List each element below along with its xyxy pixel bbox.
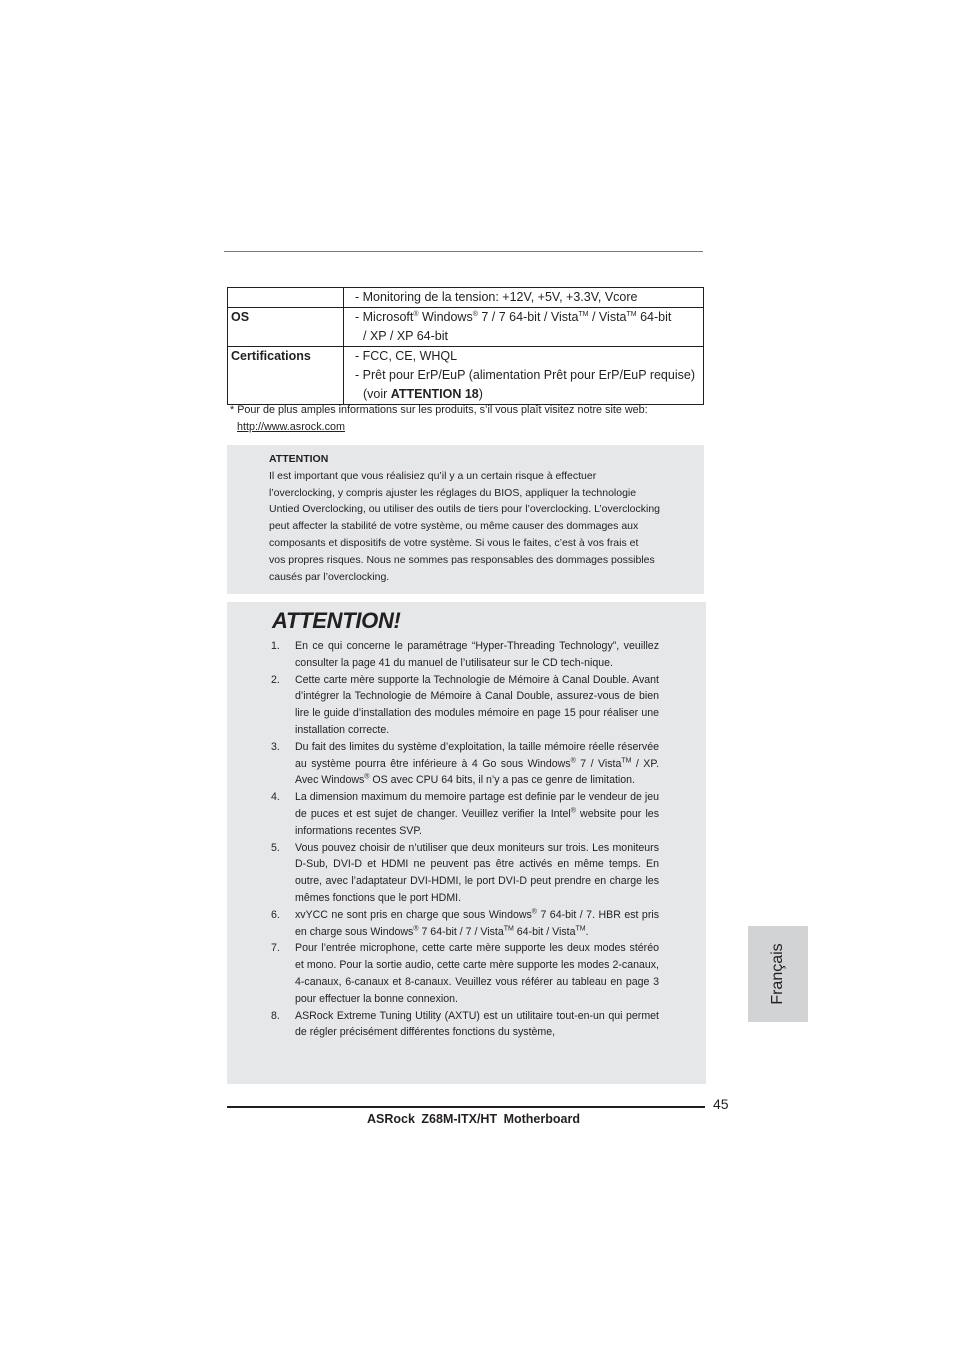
overclocking-line: causés par l’overclocking. [269, 570, 390, 583]
spec-row-os [228, 308, 704, 347]
overclocking-warning-heading: ATTENTION [269, 453, 329, 465]
spec-table [227, 287, 704, 405]
bottom-rule [227, 1106, 705, 1108]
list-item: 7. Pour l’entrée microphone, cette carte mère supporte les deux modes stéréo et mono. Pour la sortie audio, cette carte mère supporte les modes 2-canaux, 4-canaux, 6-canaux et 8-canaux. Veuillez vous référer au tableau en page 3 pour effectuer la bonne connexion. [271, 942, 659, 1005]
footnote [230, 402, 700, 436]
spec-label-certifications: Certifications [228, 347, 344, 405]
overclocking-line: composants et dispositifs de votre système. Si vous le faites, c’est à vos frais et [269, 536, 639, 549]
footer-product-name: ASRock Z68M-ITX/HT Motherboard [367, 1112, 580, 1126]
overclocking-line: Untied Overclocking, ou utiliser des outils de tiers pour l’overclocking. L’overclocking [269, 503, 661, 516]
language-side-tab [748, 926, 808, 1022]
list-item: 6. xvYCC ne sont pris en charge que sous Windows® 7 64-bit / 7. HBR est pris en charge sous Windows® 7 64-bit / 7 / Vista™ 64-bit / Vista™. [271, 908, 659, 938]
list-item: 8. ASRock Extreme Tuning Utility (AXTU) est un utilitaire tout-en-un qui permet de régler précisément différentes fonctions du système, [271, 1009, 659, 1039]
page-number: 45 [713, 1096, 729, 1112]
attention-list [271, 638, 659, 1041]
asrock-website-link[interactable]: http://www.asrock.com [237, 421, 346, 433]
list-item: 2. Cette carte mère supporte la Technologie de Mémoire à Canal Double. Avant d’intégrer la Technologie de Mémoire à Canal Double, assurez-vous de bien lire le guide d’installation des modules mémoire en page 15 pour réaliser une installation correcte. [271, 673, 659, 736]
overclocking-line: vos propres risques. Nous ne sommes pas responsables des dommages possibles [269, 553, 655, 566]
overclocking-line: peut affecter la stabilité de votre système, ou même causer des dommages aux [269, 520, 639, 533]
list-item: 4. La dimension maximum du memoire partage est definie par le vendeur de jeu de puces et est sujet de changer. Veuillez verifier la Intel® website pour les informations recentes SVP. [271, 791, 659, 837]
spec-row-voltage [228, 288, 704, 308]
spec-value-cert-line2: - Prêt pour ErP/EuP (alimentation Prêt pour ErP/EuP requise) [355, 368, 695, 382]
list-item: 3. Du fait des limites du système d’exploitation, la taille mémoire réelle réservée au système pourra être inférieure à 4 Go sous Windows® 7 / Vista™ / XP. Avec Windows® OS avec CPU 64 bits, il n’y a pas ce genre de limitation. [271, 740, 660, 787]
spec-value-cert-line1: - FCC, CE, WHQL [355, 349, 458, 363]
spec-value-os-line1: - Microsoft® Windows® 7 / 7 64-bit / Vista™ / Vista™ 64-bit [355, 310, 672, 324]
attention-box [227, 602, 706, 1084]
spec-value-voltage: - Monitoring de la tension: +12V, +5V, +3.3V, Vcore [355, 290, 638, 304]
footnote-text: * Pour de plus amples informations sur les produits, s’il vous plaît visitez notre site web: [230, 404, 648, 416]
attention-title: ATTENTION! [272, 608, 401, 633]
language-label: Français [769, 943, 786, 1005]
spec-row-certifications [228, 347, 704, 405]
spec-value-os-line2: / XP / XP 64-bit [363, 329, 449, 343]
top-rule [224, 251, 703, 252]
list-item: 5. Vous pouvez choisir de n’utiliser que deux moniteurs sur trois. Les moniteurs D-Sub, DVI-D et HDMI ne peuvent pas être activés en même temps. En outre, avec l’adaptateur DVI-HDMI, le port DVI-D peut prendre en charge les mêmes fonctions que le port HDMI. [271, 841, 659, 904]
spec-value-cert-line3: (voir ATTENTION 18) [363, 387, 483, 401]
overclocking-line: l’overclocking, y compris ajuster les réglages du BIOS, appliquer la technologie [269, 486, 637, 499]
list-item: 1. En ce qui concerne le paramétrage “Hyper-Threading Technology”, veuillez consulter la page 41 du manuel de l’utilisateur sur le CD tech-nique. [271, 640, 659, 669]
overclocking-warning-box [227, 445, 704, 594]
overclocking-line: Il est important que vous réalisiez qu’il y a un certain risque à effectuer [269, 469, 597, 482]
spec-label-voltage [228, 288, 344, 308]
spec-label-os: OS [228, 308, 344, 347]
